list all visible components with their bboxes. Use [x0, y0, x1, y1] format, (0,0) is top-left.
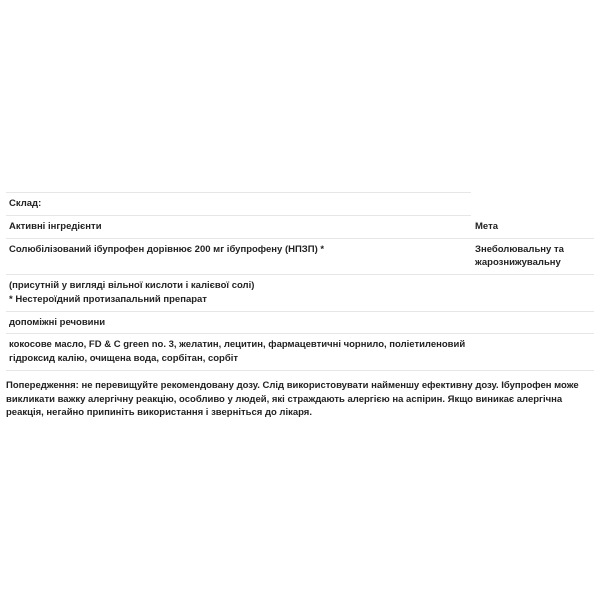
auxiliary-list: [9, 338, 594, 366]
warning-line: реакція, негайно припиніть використання і зверніться до лікаря.: [6, 407, 312, 419]
note-line: (присутній у вигляді вільної кислоти і калієвої солі): [9, 280, 255, 292]
purpose-cell: [475, 243, 594, 271]
auxiliary-list-row: [6, 334, 594, 371]
note-line: * Нестероїдний протизапальний препарат: [9, 293, 207, 305]
notes-row: [6, 275, 594, 312]
auxiliary-line: гідроксид калію, очищена вода, сорбітан, сорбіт: [9, 353, 239, 365]
table-header-row: [6, 216, 594, 239]
composition-document: [6, 192, 594, 420]
column-header-ingredients: Активні інгредієнти: [9, 220, 102, 232]
column-header-purpose: Мета: [475, 220, 499, 232]
auxiliary-title: допоміжні речовини: [9, 316, 106, 328]
ingredient-cell: Солюбілізований ібупрофен дорівнює 200 мг ібупрофену (НПЗП) *: [9, 243, 325, 255]
auxiliary-line: кокосове масло, FD & C green no. 3, желатин, лецитин, фармацевтичні чорнило, поліетиленовий: [9, 339, 466, 351]
warning-text: [6, 379, 594, 420]
warning-line: Попередження: не перевищуйте рекомендовану дозу. Слід використовувати найменшу ефективну дозу. Ібупрофен може: [6, 379, 579, 391]
purpose-line: Знеболювальну та: [475, 243, 564, 255]
notes-cell: [9, 279, 594, 307]
purpose-line: жарознижувальну: [475, 257, 561, 269]
table-row: [6, 239, 594, 276]
composition-header: [6, 192, 471, 216]
composition-title: Склад:: [9, 198, 42, 209]
warning-line: викликати важку алергічну реакцію, особливо у людей, які страждають алергією на аспірин. Якщо виникає алергічна: [6, 393, 563, 405]
auxiliary-title-row: [6, 312, 594, 335]
